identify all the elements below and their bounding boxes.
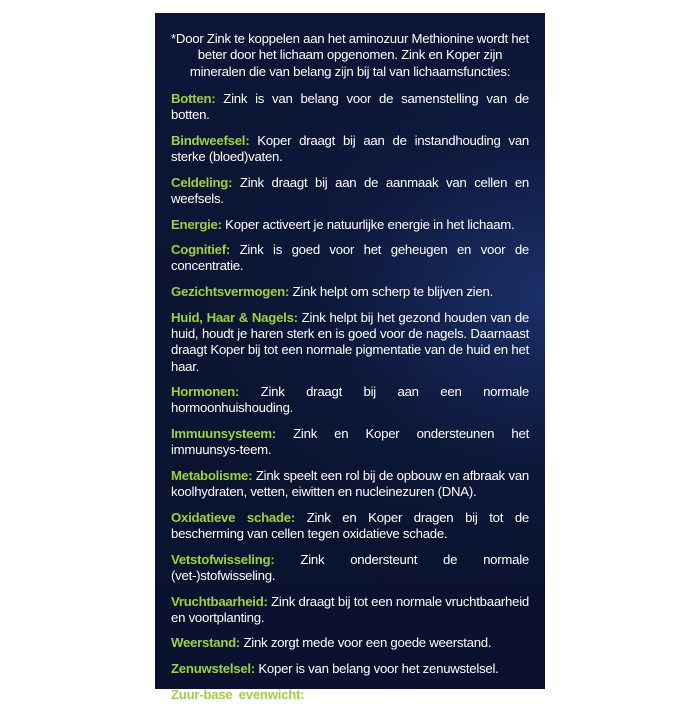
benefit-term: Immuunsysteem: [171, 426, 276, 442]
benefit-term: Oxidatieve schade: [171, 509, 295, 525]
benefit-description: Zink is van belang voor de samenstelling van de botten. [171, 90, 529, 123]
intro-text: *Door Zink te koppelen aan het aminozuur Methionine wordt het beter door het lichaam opgenomen. Zink en Koper zijn mineralen die van belang zijn bij tal van lichaamsfuncties: [171, 31, 529, 79]
benefit-term: Vetstofwisseling: [171, 551, 275, 567]
benefit-item-bindweefsel [171, 133, 529, 166]
benefit-description: Zink ondersteunt de normale (vet-)stofwisseling. [171, 551, 529, 583]
benefit-term: Cognitief: [171, 242, 231, 258]
benefit-description: Zink draagt bij tot een normale vruchtbaarheid en voortplanting. [171, 593, 529, 625]
benefit-item-botten [171, 91, 529, 124]
benefit-description: Zink en Koper ondersteunen het immuunsys-teem. [171, 426, 529, 458]
benefit-item-metabolisme [171, 468, 529, 501]
benefit-item-weerstand [171, 635, 529, 651]
benefit-description: Zink zorgt mede voor een goede weerstand. [240, 635, 492, 651]
product-info-panel [155, 13, 545, 718]
benefit-term: Huid, Haar & Nagels: [171, 309, 298, 325]
benefit-term: Metabolisme: [171, 467, 253, 483]
benefit-term: Weerstand: [171, 635, 241, 651]
benefit-term: Gezichtsvermogen: [171, 284, 290, 300]
benefit-description: Zink draagt bij aan de aanmaak van cellen en weefsels. [171, 174, 529, 206]
benefit-description: Koper activeert je natuurlijke energie in het lichaam. [221, 216, 515, 232]
benefit-description: Zink en Koper dragen bij tot de bescherming van cellen tegen oxidatieve schade. [171, 509, 529, 542]
benefit-term: Botten: [171, 90, 216, 106]
benefit-description: Koper draagt bij aan de instandhouding van sterke (bloed)vaten. [171, 132, 529, 165]
benefit-item-vetstofwisseling [171, 552, 529, 585]
benefit-term: Vruchtbaarheid: [171, 593, 268, 609]
benefit-term: Zenuwstelsel: [171, 661, 255, 677]
benefit-item-zuur-base-evenwicht [171, 687, 529, 719]
benefit-description: Zink helpt bij het gezond houden van de huid, houdt je haren sterk en is goed voor de nagels. Daarnaast draagt Koper bij tot een normale pigmentatie van de huid en het haar. [171, 309, 529, 374]
benefit-description: Zink draagt bij ter ondersteuning van een normaal zuur-base evenwicht. [171, 686, 529, 718]
benefit-item-energie [171, 217, 529, 233]
benefit-item-vruchtbaarheid [171, 594, 529, 627]
benefit-term: Energie: [171, 216, 222, 232]
benefit-item-zenuwstelsel [171, 661, 529, 677]
benefit-term: Bindweefsel: [171, 132, 250, 148]
benefit-term: Hormonen: [171, 384, 240, 400]
benefit-term: Zuur-base evenwicht: [171, 686, 305, 702]
benefit-item-gezichtsvermogen [171, 284, 529, 300]
benefit-description: Zink draagt bij aan een normale hormoonhuishouding. [171, 384, 529, 416]
benefit-description: Zink speelt een rol bij de opbouw en afbraak van koolhydraten, vetten, eiwitten en nucleinezuren (DNA). [171, 467, 529, 500]
benefit-item-oxidatieve-schade [171, 510, 529, 543]
benefit-item-hormonen [171, 384, 529, 417]
benefit-term: Celdeling: [171, 174, 233, 190]
benefit-description: Koper is van belang voor het zenuwstelsel. [254, 661, 499, 677]
benefit-item-celdeling [171, 175, 529, 208]
benefit-description: Zink is goed voor het geheugen en voor de concentratie. [171, 242, 529, 274]
benefit-item-cognitief [171, 242, 529, 275]
benefit-item-huid-haar-nagels [171, 310, 529, 375]
benefit-description: Zink helpt om scherp te blijven zien. [289, 284, 493, 300]
benefit-item-immuunsysteem [171, 426, 529, 459]
